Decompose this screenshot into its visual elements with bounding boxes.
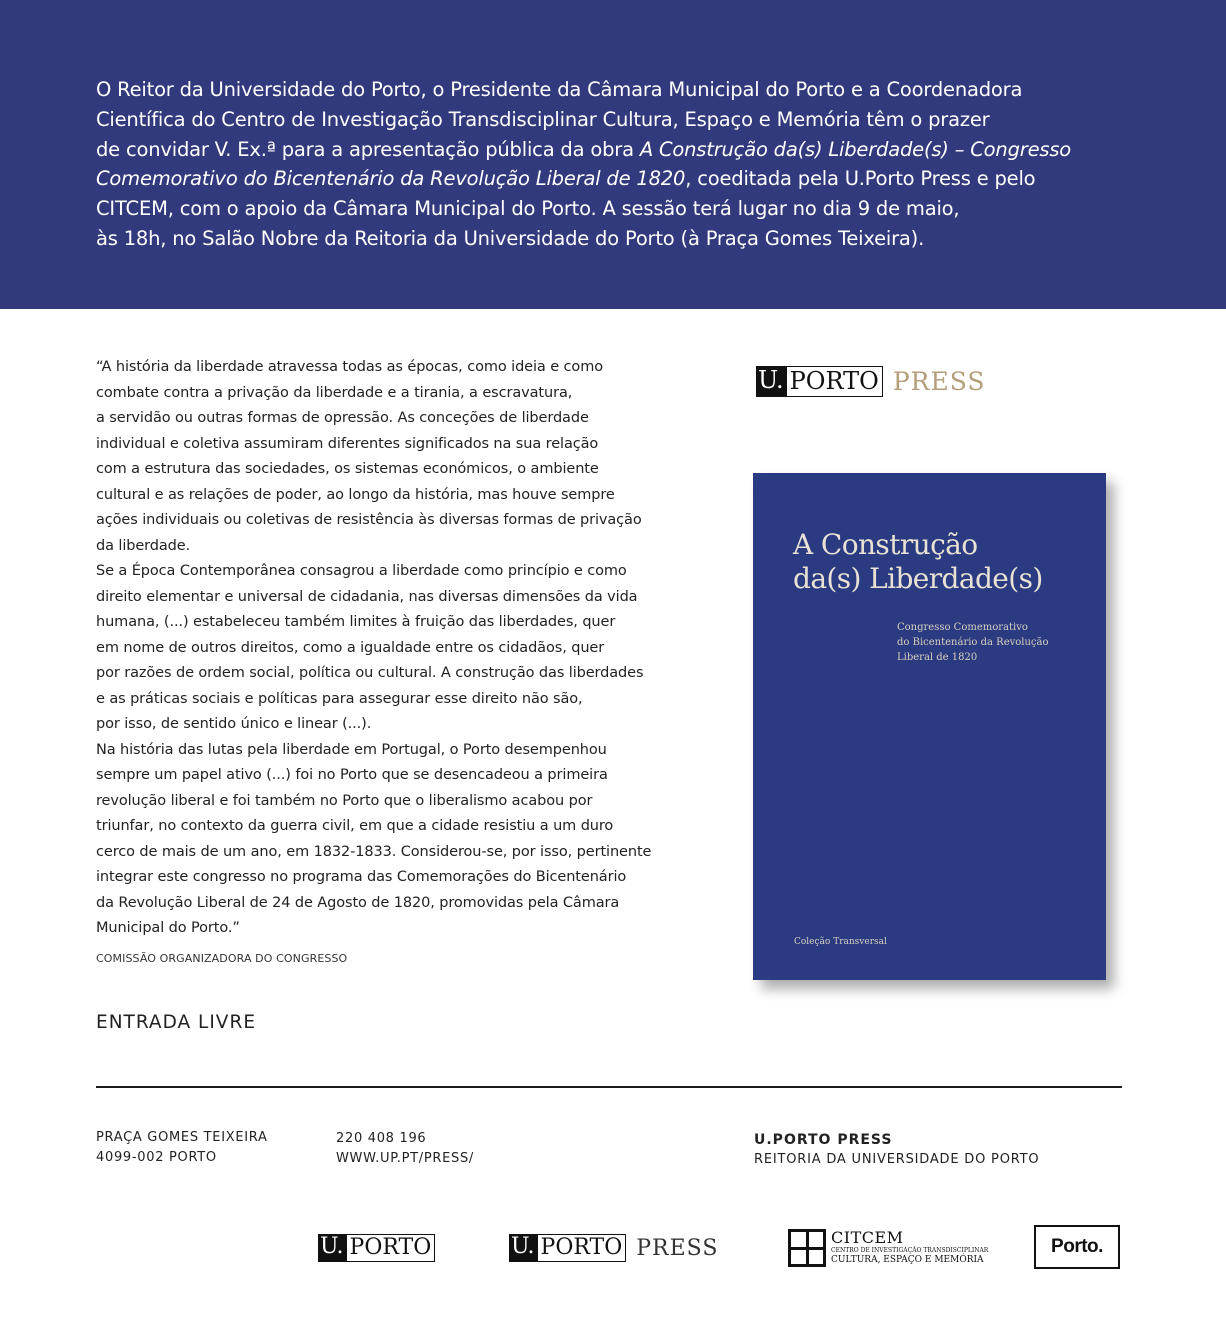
quote-line: Municipal do Porto.” bbox=[96, 920, 240, 936]
quote-line: por isso, de sentido único e linear (...). bbox=[96, 716, 372, 732]
cover-collection: Coleção Transversal bbox=[794, 937, 887, 947]
citcem-descriptor-2: CULTURA, ESPAÇO E MEMÓRIA bbox=[831, 1255, 984, 1265]
quote-line: a servidão ou outras formas de opressão. As conceções de liberdade bbox=[96, 410, 589, 426]
org-name: U.PORTO PRESS bbox=[754, 1132, 893, 1148]
book-quote bbox=[96, 355, 696, 942]
book-cover bbox=[753, 473, 1106, 980]
camara-porto-logo: Porto. bbox=[1034, 1225, 1120, 1269]
uporto-logo bbox=[318, 1234, 435, 1262]
citcem-grid-icon bbox=[788, 1229, 826, 1267]
cover-subtitle-line: do Bicentenário da Revolução bbox=[897, 637, 1049, 648]
footer-address bbox=[96, 1128, 268, 1168]
quote-line: Na história das lutas pela liberdade em Portugal, o Porto desempenhou bbox=[96, 741, 607, 758]
invitation-line-4 bbox=[96, 164, 1106, 194]
logo-porto-word: PORTO bbox=[346, 1234, 436, 1262]
footer-organization bbox=[754, 1130, 1039, 1170]
quote-line: e as práticas sociais e políticas para assegurar esse direito não são, bbox=[96, 690, 583, 707]
quote-line: revolução liberal e foi também no Porto que o liberalismo acabou por bbox=[96, 792, 593, 809]
quote-line: cerco de mais de um ano, em 1832-1833. Considerou-se, por isso, pertinente bbox=[96, 843, 652, 860]
invitation-line-4-text: , coeditada pela U.Porto Press e pelo bbox=[685, 167, 1036, 191]
logo-porto-word: PORTO bbox=[537, 1234, 627, 1262]
quote-line: combate contra a privação da liberdade e a tirania, a escravatura, bbox=[96, 384, 573, 401]
citcem-wordmark bbox=[831, 1230, 988, 1266]
quote-line: sempre um papel ativo (...) foi no Porto que se desencadeou a primeira bbox=[96, 767, 608, 783]
cover-title-line-1: A Construção bbox=[793, 528, 978, 561]
address-street: PRAÇA GOMES TEIXEIRA bbox=[96, 1130, 268, 1145]
citcem-name: CITCEM bbox=[831, 1228, 904, 1247]
cover-subtitle bbox=[897, 620, 1077, 665]
logo-press-word: PRESS bbox=[636, 1235, 719, 1261]
quote-line: por razões de ordem social, política ou cultural. A construção das liberdades bbox=[96, 665, 644, 681]
logo-press-word: PRESS bbox=[892, 367, 986, 396]
quote-line: individual e coletiva assumiram diferentes significados na sua relação bbox=[96, 435, 599, 452]
cover-title-line-2: da(s) Liberdade(s) bbox=[793, 562, 1043, 595]
free-entry-label: ENTRADA LIVRE bbox=[96, 1012, 257, 1033]
cover-subtitle-line: Congresso Comemorativo bbox=[897, 622, 1028, 633]
invitation-line-3-text: de convidar V. Ex.ª para a apresentação pública da obra bbox=[96, 137, 640, 161]
contact-phone: 220 408 196 bbox=[336, 1131, 427, 1146]
quote-line: integrar este congresso no programa das Comemorações do Bicentenário bbox=[96, 869, 627, 885]
quote-line: com a estrutura das sociedades, os sistemas económicos, o ambiente bbox=[96, 461, 599, 477]
logo-u-mark: U. bbox=[318, 1234, 346, 1262]
uporto-press-logo bbox=[756, 366, 986, 397]
footer-divider bbox=[96, 1086, 1122, 1088]
quote-line: ações individuais ou coletivas de resistência às diversas formas de privação bbox=[96, 512, 642, 528]
logo-u-mark: U. bbox=[756, 366, 786, 397]
quote-line: da liberdade. bbox=[96, 537, 191, 554]
org-subtitle: REITORIA DA UNIVERSIDADE DO PORTO bbox=[754, 1152, 1040, 1167]
quote-line: humana, (...) estabeleceu também limites à fruição das liberdades, quer bbox=[96, 614, 616, 630]
citcem-logo bbox=[788, 1228, 988, 1268]
quote-line: em nome de outros direitos, como a igualdade entre os cidadãos, quer bbox=[96, 639, 605, 656]
quote-line: cultural e as relações de poder, ao longo da história, mas houve sempre bbox=[96, 486, 615, 503]
contact-website[interactable]: WWW.UP.PT/PRESS/ bbox=[336, 1151, 474, 1166]
invitation-line-1: O Reitor da Universidade do Porto, o Presidente da Câmara Municipal do Porto e a Coordenadora bbox=[96, 78, 1023, 101]
quote-attribution: COMISSÃO ORGANIZADORA DO CONGRESSO bbox=[96, 952, 348, 965]
cover-subtitle-line: Liberal de 1820 bbox=[897, 652, 978, 663]
quote-line: triunfar, no contexto da guerra civil, em que a cidade resistiu a um duro bbox=[96, 818, 614, 834]
book-title-italic: A Construção da(s) Liberdade(s) – Congresso bbox=[639, 137, 1072, 161]
quote-line: da Revolução Liberal de 24 de Agosto de 1820, promovidas pela Câmara bbox=[96, 894, 620, 911]
uporto-press-footer-logo bbox=[509, 1234, 718, 1262]
invitation-line-6: às 18h, no Salão Nobre da Reitoria da Universidade do Porto (à Praça Gomes Teixeira). bbox=[96, 226, 925, 250]
invitation-text bbox=[96, 75, 1106, 254]
logo-porto-word: PORTO bbox=[786, 366, 883, 397]
address-postcode: 4099-002 PORTO bbox=[96, 1150, 217, 1165]
invitation-banner bbox=[0, 0, 1226, 309]
footer-contact bbox=[336, 1129, 474, 1169]
quote-line: Se a Época Contemporânea consagrou a liberdade como princípio e como bbox=[96, 563, 627, 579]
logo-u-mark: U. bbox=[509, 1234, 537, 1262]
quote-line: direito elementar e universal de cidadania, nas diversas dimensões da vida bbox=[96, 588, 638, 605]
book-title-italic-cont: Comemorativo do Bicentenário da Revolução Liberal de 1820 bbox=[96, 167, 686, 191]
invitation-line-3 bbox=[96, 135, 1106, 165]
citcem-descriptor: CENTRO DE INVESTIGAÇÃO TRANSDISCIPLINAR bbox=[831, 1247, 989, 1254]
cover-title bbox=[793, 528, 1043, 596]
invitation-line-2: Científica do Centro de Investigação Transdisciplinar Cultura, Espaço e Memória têm o prazer bbox=[96, 107, 990, 131]
invitation-line-5: CITCEM, com o apoio da Câmara Municipal do Porto. A sessão terá lugar no dia 9 de maio, bbox=[96, 197, 960, 221]
quote-line: “A história da liberdade atravessa todas as épocas, como ideia e como bbox=[96, 359, 604, 375]
